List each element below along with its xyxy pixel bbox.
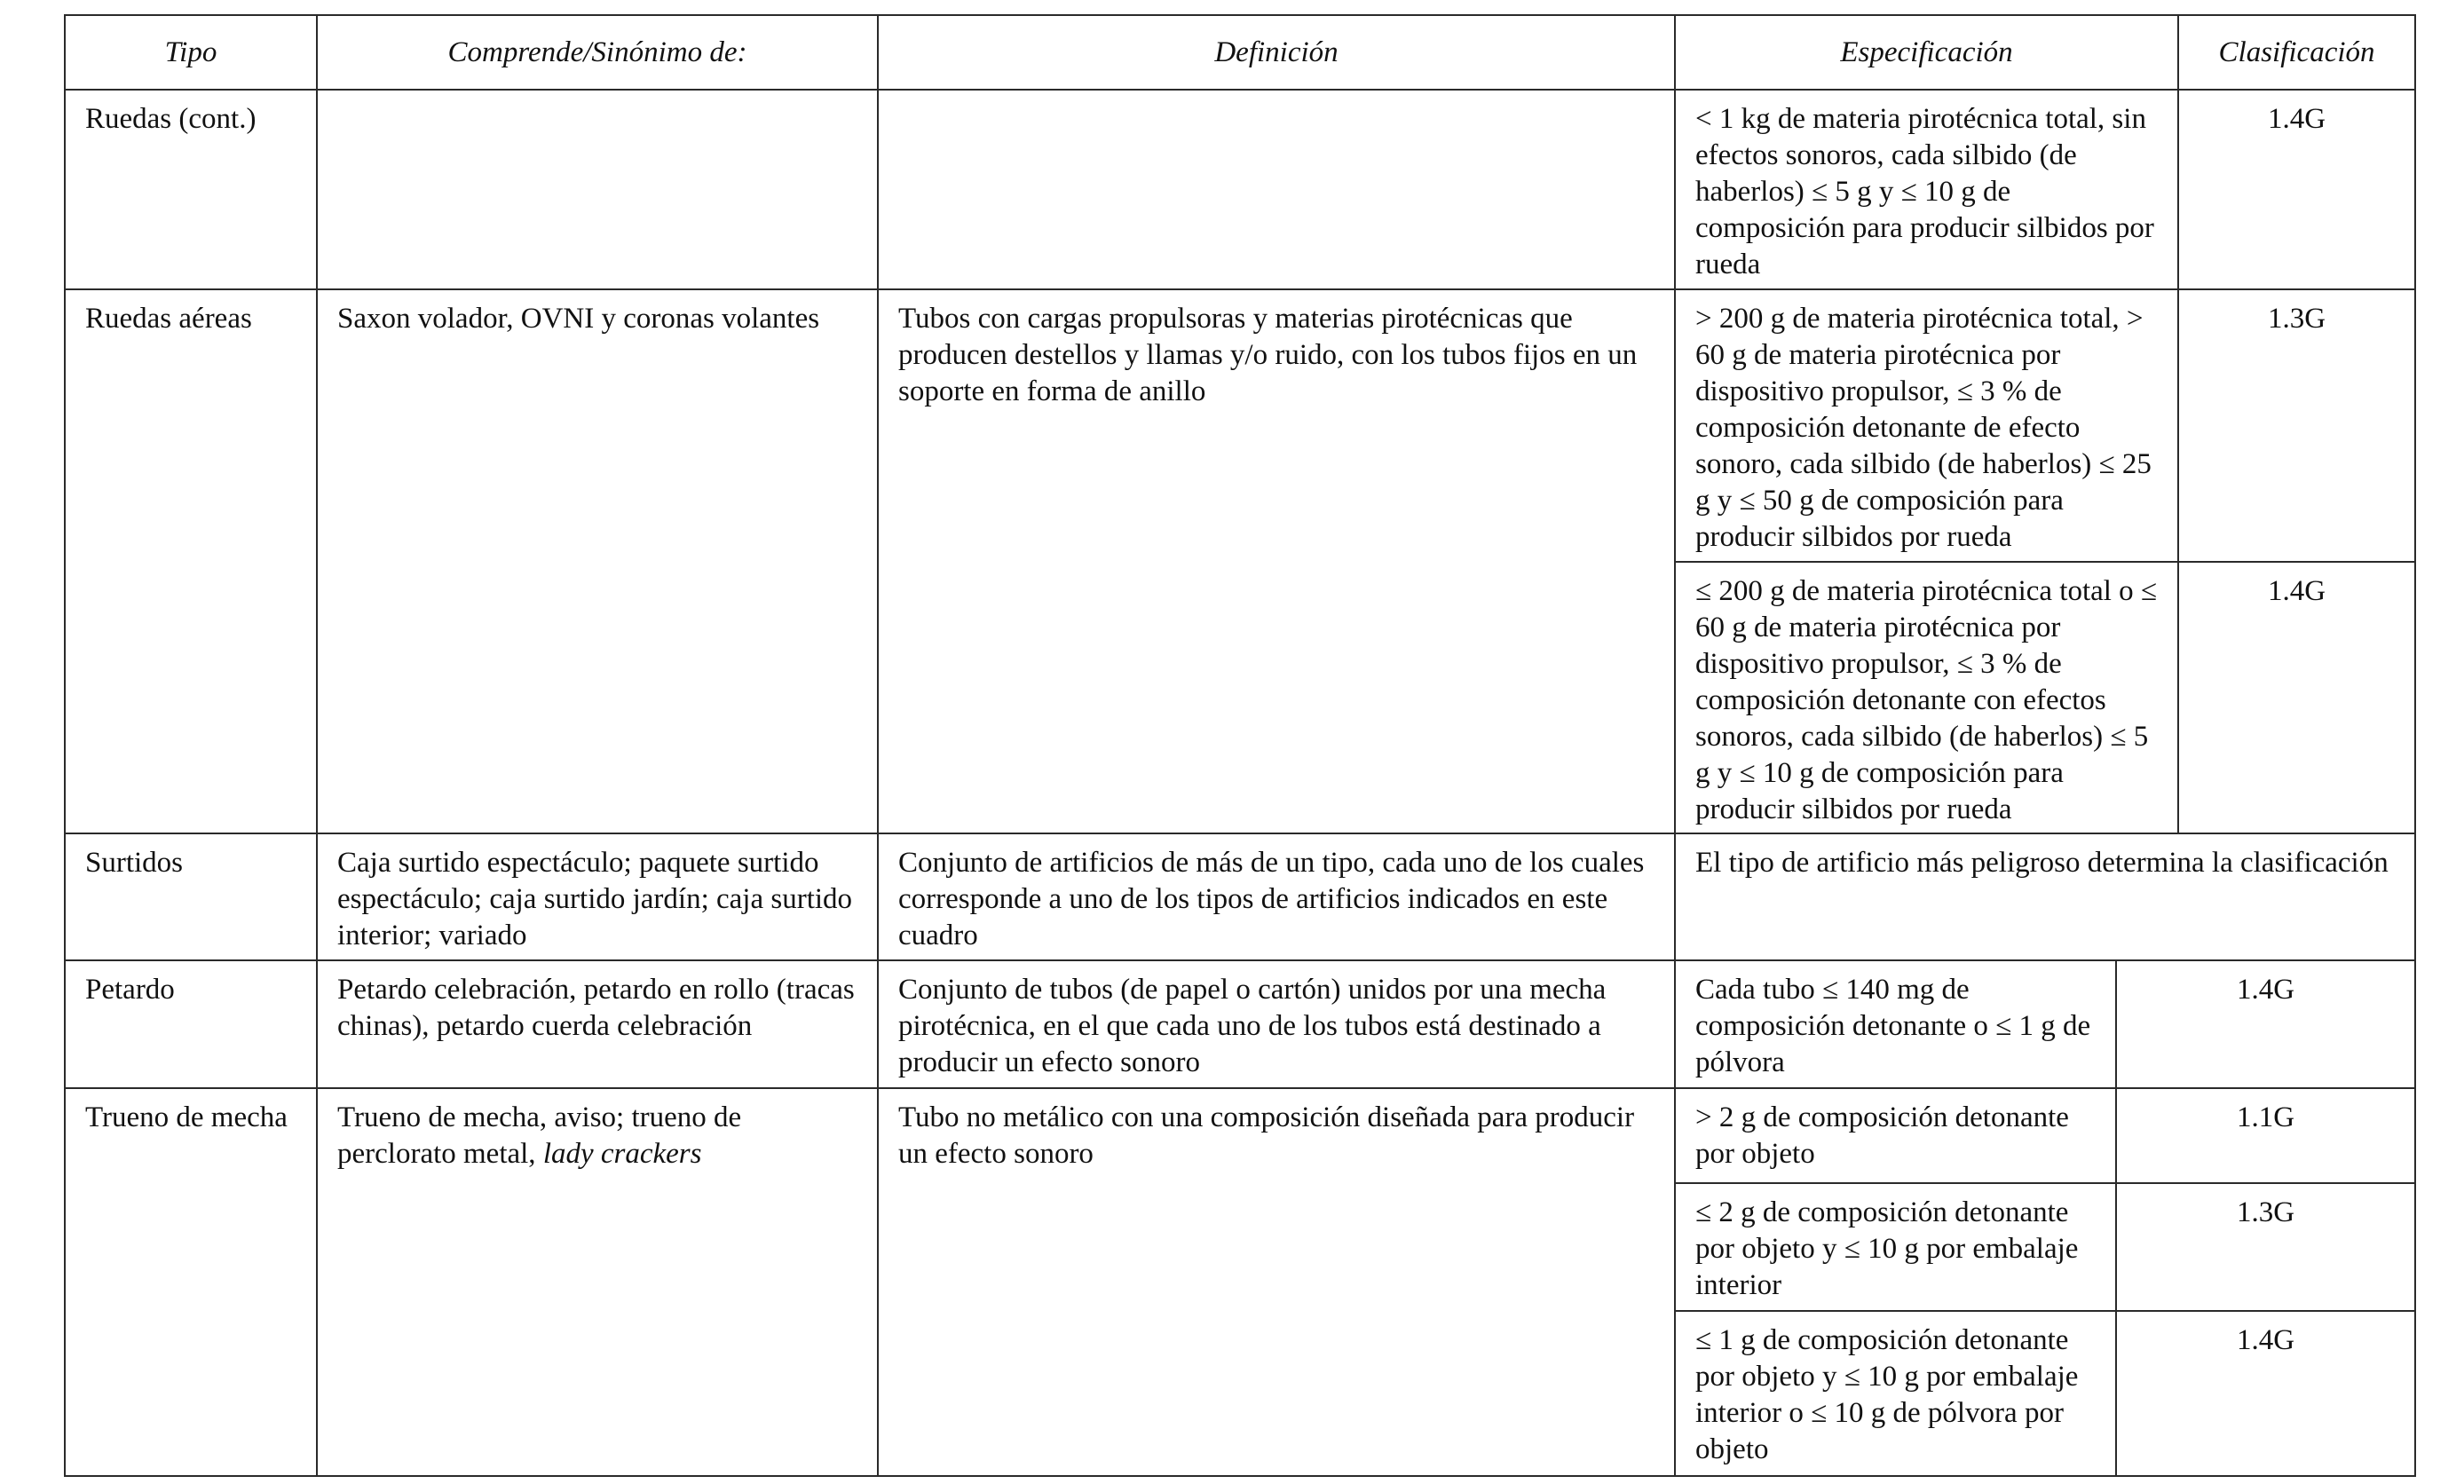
cell-especificacion: ≤ 1 g de composición detonante por objeto y ≤ 10 g por embalaje interior o ≤ 10 g de pólvora por objeto [1675, 1311, 2116, 1476]
table-row [65, 90, 2415, 289]
cell-clasificacion: 1.4G [2116, 1311, 2415, 1476]
cell-comprende: Petardo celebración, petardo en rollo (tracas chinas), petardo cuerda celebración [317, 960, 878, 1088]
table-row [65, 833, 2415, 960]
cell-definicion: Conjunto de artificios de más de un tipo, cada uno de los cuales corresponde a uno de los tipos de artificios indicados en este cuadro [878, 833, 1675, 960]
table-row [65, 960, 2415, 1088]
comprende-italic-text: lady crackers [542, 1138, 702, 1170]
cell-especificacion: ≤ 2 g de composición detonante por objeto y ≤ 10 g por embalaje interior [1675, 1183, 2116, 1311]
cell-comprende: Saxon volador, OVNI y coronas volantes [317, 289, 878, 833]
cell-tipo: Ruedas (cont.) [65, 90, 317, 289]
header-especificacion: Especificación [1675, 15, 2178, 90]
table-header-row [65, 15, 2415, 90]
cell-clasificacion: 1.4G [2178, 90, 2415, 289]
cell-especificacion: ≤ 200 g de materia pirotécnica total o ≤ 60 g de materia pirotécnica por dispositivo propulsor, ≤ 3 % de composición detonante con efectos sonoros, cada silbido (de haberlos) ≤ 5 g y ≤ 10 g de composición para producir silbidos por rueda [1675, 562, 2178, 833]
cell-definicion [878, 90, 1675, 289]
cell-clasificacion: 1.4G [2178, 562, 2415, 833]
cell-tipo: Surtidos [65, 833, 317, 960]
cell-comprende: Caja surtido espectáculo; paquete surtido espectáculo; caja surtido jardín; caja surtido interior; variado [317, 833, 878, 960]
cell-definicion: Conjunto de tubos (de papel o cartón) unidos por una mecha pirotécnica, en el que cada uno de los tubos está destinado a producir un efecto sonoro [878, 960, 1675, 1088]
cell-clasificacion: 1.1G [2116, 1088, 2415, 1183]
cell-especificacion: < 1 kg de materia pirotécnica total, sin efectos sonoros, cada silbido (de haberlos) ≤ 5 g y ≤ 10 g de composición para producir silbidos por rueda [1675, 90, 2178, 289]
cell-especificacion: > 200 g de materia pirotécnica total, > 60 g de materia pirotécnica por dispositivo propulsor, ≤ 3 % de composición detonante de efecto sonoro, cada silbido (de haberlos) ≤ 25 g y ≤ 50 g de composición para producir silbidos por rueda [1675, 289, 2178, 562]
cell-definicion: Tubo no metálico con una composición diseñada para producir un efecto sonoro [878, 1088, 1675, 1476]
table-row [65, 289, 2415, 562]
cell-especificacion: El tipo de artificio más peligroso determina la clasificación [1675, 833, 2415, 960]
cell-clasificacion: 1.3G [2178, 289, 2415, 562]
cell-definicion: Tubos con cargas propulsoras y materias pirotécnicas que producen destellos y llamas y/o ruido, con los tubos fijos en un soporte en forma de anillo [878, 289, 1675, 833]
cell-clasificacion: 1.4G [2116, 960, 2415, 1088]
comprende-text: Trueno de mecha, aviso; trueno de perclorato metal, [337, 1101, 742, 1170]
cell-comprende [317, 1088, 878, 1476]
cell-especificacion: Cada tubo ≤ 140 mg de composición detonante o ≤ 1 g de pólvora [1675, 960, 2116, 1088]
cell-especificacion: > 2 g de composición detonante por objeto [1675, 1088, 2116, 1183]
header-comprende: Comprende/Sinónimo de: [317, 15, 878, 90]
header-definicion: Definición [878, 15, 1675, 90]
table-row [65, 1088, 2415, 1183]
classification-table [64, 14, 2416, 1477]
cell-tipo: Petardo [65, 960, 317, 1088]
header-clasificacion: Clasificación [2178, 15, 2415, 90]
cell-clasificacion: 1.3G [2116, 1183, 2415, 1311]
cell-tipo: Ruedas aéreas [65, 289, 317, 833]
cell-comprende [317, 90, 878, 289]
header-tipo: Tipo [65, 15, 317, 90]
cell-tipo: Trueno de mecha [65, 1088, 317, 1476]
